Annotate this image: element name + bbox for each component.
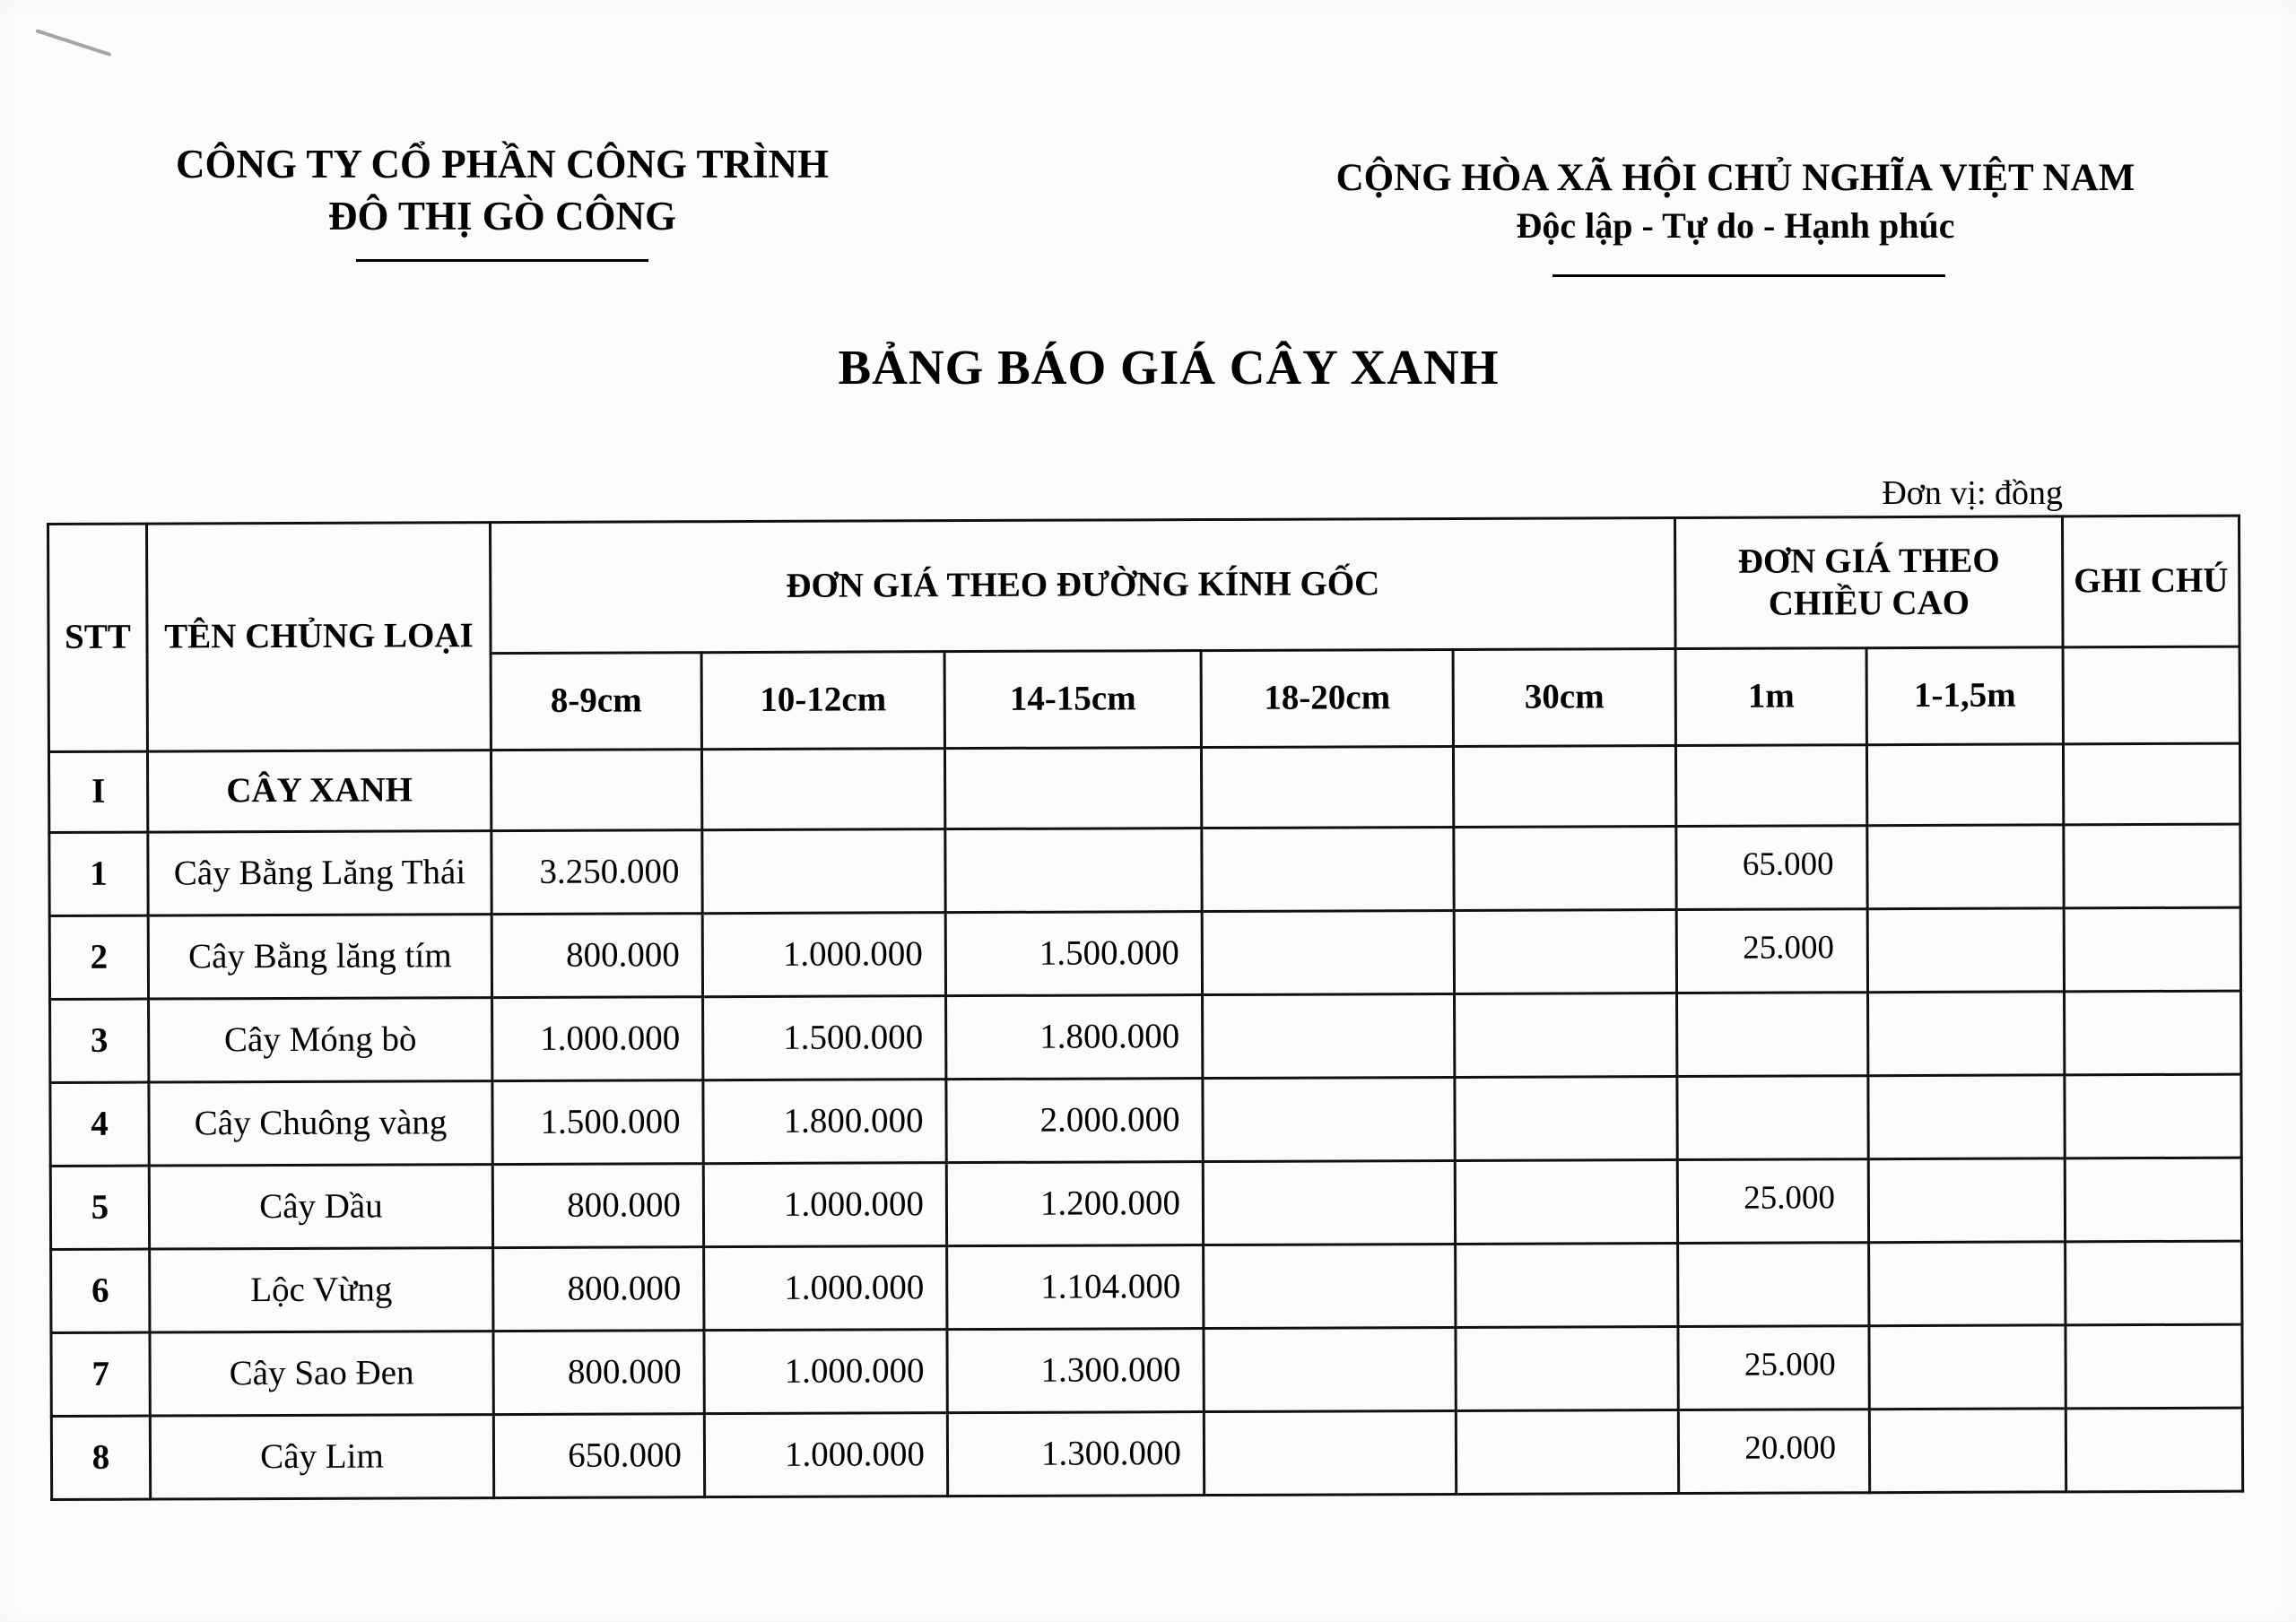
national-header xyxy=(1309,154,2161,248)
price-8-9cm: 800.000 xyxy=(493,1331,704,1415)
empty-cell xyxy=(1201,746,1453,828)
row-number: 1 xyxy=(49,832,148,915)
price-8-9cm: 650.000 xyxy=(493,1414,704,1498)
company-name-line-1: CÔNG TY CỔ PHẦN CÔNG TRÌNH xyxy=(176,142,829,186)
price-30cm xyxy=(1456,1244,1678,1328)
price-1m: 20.000 xyxy=(1678,1409,1869,1494)
price-1m: 25.000 xyxy=(1677,1159,1868,1244)
price-18-20cm xyxy=(1204,1410,1456,1495)
price-18-20cm xyxy=(1204,1244,1456,1328)
height-group-header: ĐƠN GIÁ THEO CHIỀU CAO xyxy=(1675,516,2064,649)
price-14-15cm: 1.200.000 xyxy=(946,1162,1203,1246)
price-14-15cm: 1.300.000 xyxy=(947,1329,1204,1413)
row-number: 7 xyxy=(51,1332,150,1416)
tree-name: Cây Sao Đen xyxy=(150,1331,493,1416)
price-30cm xyxy=(1456,1410,1678,1495)
row-number: 3 xyxy=(50,999,149,1082)
price-14-15cm: 2.000.000 xyxy=(946,1079,1203,1163)
empty-cell xyxy=(1676,745,1867,827)
section-number: I xyxy=(48,751,147,832)
price-10-12cm: 1.000.000 xyxy=(702,913,945,997)
name-header: TÊN CHỦNG LOẠI xyxy=(147,523,491,751)
company-header-rule xyxy=(356,259,648,262)
price-14-15cm xyxy=(945,828,1202,913)
price-1-1-5m xyxy=(1869,1325,2066,1409)
price-18-20cm xyxy=(1203,993,1455,1078)
empty-cell xyxy=(701,749,944,830)
price-10-12cm: 1.500.000 xyxy=(703,996,946,1080)
note-cell xyxy=(2065,991,2241,1075)
height-col-header: 1m xyxy=(1675,648,1866,746)
price-18-20cm xyxy=(1202,910,1454,994)
tree-name: Cây Lim xyxy=(150,1415,493,1499)
tree-name: Cây Bằng lăng tím xyxy=(148,915,491,999)
price-1-1-5m xyxy=(1868,992,2065,1076)
national-motto: Độc lập - Tự do - Hạnh phúc xyxy=(1516,204,1955,246)
unit-note: Đơn vị: đồng xyxy=(1882,474,2063,512)
table-row xyxy=(49,907,2240,999)
company-header xyxy=(161,139,843,242)
price-1m xyxy=(1677,1076,1868,1160)
table-row xyxy=(49,824,2240,915)
price-14-15cm: 1.800.000 xyxy=(946,995,1203,1080)
section-name: CÂY XANH xyxy=(147,750,491,832)
note-cell xyxy=(2064,824,2240,908)
price-10-12cm: 1.000.000 xyxy=(704,1330,947,1414)
pen-mark xyxy=(35,29,111,56)
price-1-1-5m xyxy=(1868,1075,2065,1159)
diameter-col-header: 14-15cm xyxy=(944,651,1201,749)
price-table xyxy=(47,515,2244,1501)
price-10-12cm: 1.000.000 xyxy=(704,1246,947,1331)
price-30cm xyxy=(1455,1077,1677,1161)
price-30cm xyxy=(1454,827,1676,911)
table-row xyxy=(51,1408,2242,1499)
empty-cell xyxy=(1867,744,2064,826)
price-30cm xyxy=(1455,993,1677,1078)
price-30cm xyxy=(1454,910,1676,994)
row-number: 5 xyxy=(50,1166,149,1249)
price-1m: 25.000 xyxy=(1676,909,1867,993)
row-number: 4 xyxy=(50,1082,149,1166)
price-1m: 25.000 xyxy=(1678,1326,1869,1410)
price-18-20cm xyxy=(1203,1160,1455,1245)
price-8-9cm: 1.000.000 xyxy=(492,997,703,1081)
document-title: BẢNG BÁO GIÁ CÂY XANH xyxy=(838,340,1500,395)
note-subheader xyxy=(2063,646,2239,744)
price-14-15cm: 1.500.000 xyxy=(945,912,1202,996)
table-row xyxy=(50,991,2241,1082)
tree-name: Cây Móng bò xyxy=(149,998,492,1082)
diameter-group-header: ĐƠN GIÁ THEO ĐƯỜNG KÍNH GỐC xyxy=(491,518,1676,654)
national-header-rule xyxy=(1552,274,1945,277)
price-1m xyxy=(1677,993,1868,1077)
price-1-1-5m xyxy=(1869,1242,2066,1326)
note-cell xyxy=(2065,1074,2241,1158)
tree-name: Cây Bằng Lăng Thái xyxy=(148,831,491,915)
diameter-col-header: 30cm xyxy=(1453,649,1675,747)
price-14-15cm: 1.104.000 xyxy=(947,1245,1204,1330)
note-header: GHI CHÚ xyxy=(2063,516,2240,647)
price-8-9cm: 800.000 xyxy=(493,1247,704,1331)
price-10-12cm: 1.000.000 xyxy=(704,1413,947,1497)
stt-header: STT xyxy=(48,524,148,751)
price-18-20cm xyxy=(1204,1327,1456,1411)
diameter-col-header: 18-20cm xyxy=(1201,649,1453,747)
row-number: 8 xyxy=(51,1416,150,1499)
company-name-line-2: ĐÔ THỊ GÒ CÔNG xyxy=(328,194,676,239)
tree-name: Lộc Vừng xyxy=(150,1248,493,1332)
price-1-1-5m xyxy=(1867,908,2064,993)
price-30cm xyxy=(1456,1327,1678,1411)
price-10-12cm xyxy=(702,829,945,914)
table-row xyxy=(50,1074,2241,1166)
diameter-col-header: 10-12cm xyxy=(701,652,944,750)
price-1m xyxy=(1678,1243,1869,1327)
section-row xyxy=(48,743,2239,832)
price-14-15cm: 1.300.000 xyxy=(947,1412,1204,1496)
price-8-9cm: 3.250.000 xyxy=(491,830,702,915)
price-8-9cm: 800.000 xyxy=(491,914,702,998)
note-cell xyxy=(2065,1158,2241,1242)
price-18-20cm xyxy=(1202,827,1454,911)
table-header-row-1 xyxy=(48,516,2240,655)
empty-cell xyxy=(491,750,701,831)
price-8-9cm: 800.000 xyxy=(492,1164,703,1248)
tree-name: Cây Dầu xyxy=(149,1165,492,1249)
note-cell xyxy=(2066,1324,2242,1409)
price-8-9cm: 1.500.000 xyxy=(492,1080,703,1165)
price-10-12cm: 1.800.000 xyxy=(703,1080,946,1164)
price-1-1-5m xyxy=(1869,1409,2066,1493)
note-cell xyxy=(2066,1241,2242,1325)
empty-cell xyxy=(944,748,1201,829)
row-number: 2 xyxy=(49,915,148,999)
price-18-20cm xyxy=(1203,1077,1455,1161)
empty-cell xyxy=(1453,746,1675,828)
table-row xyxy=(51,1241,2242,1332)
note-cell xyxy=(2066,1408,2242,1492)
empty-cell xyxy=(2064,743,2240,825)
diameter-col-header: 8-9cm xyxy=(491,653,701,750)
price-1-1-5m xyxy=(1868,1158,2065,1243)
table-row xyxy=(50,1158,2241,1249)
height-col-header: 1-1,5m xyxy=(1866,647,2063,745)
price-10-12cm: 1.000.000 xyxy=(703,1163,946,1247)
note-cell xyxy=(2064,907,2240,992)
row-number: 6 xyxy=(51,1249,150,1332)
price-1m: 65.000 xyxy=(1676,826,1867,910)
price-30cm xyxy=(1455,1160,1677,1245)
tree-name: Cây Chuông vàng xyxy=(149,1081,492,1166)
table-row xyxy=(51,1324,2242,1416)
price-1-1-5m xyxy=(1867,825,2064,909)
national-title: CỘNG HÒA XÃ HỘI CHỦ NGHĨA VIỆT NAM xyxy=(1335,157,2135,199)
